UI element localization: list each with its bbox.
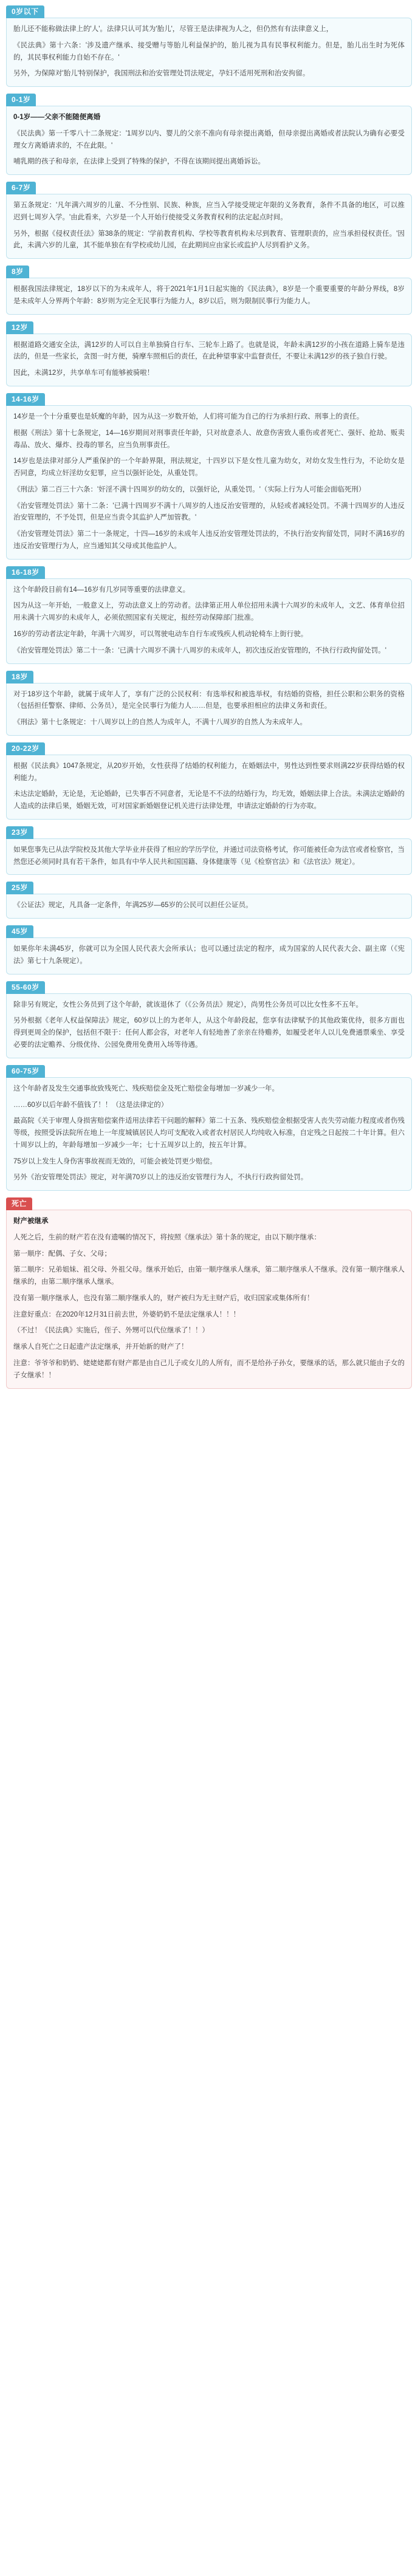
section-card xyxy=(6,106,412,175)
section-paragraph: 注意：爷爷爷和奶奶、姥姥姥都有财产都是由自己儿子或女儿的人所有，而不是给孙子孙女，要继承的话，那么就只能由子女的子女继承！！ xyxy=(13,1360,405,1379)
section-card xyxy=(6,1077,412,1191)
age-section xyxy=(6,321,412,386)
section-card xyxy=(6,683,412,736)
section-age-tag: 20-22岁 xyxy=(6,742,45,755)
section-card xyxy=(6,278,412,315)
age-section xyxy=(6,881,412,919)
age-section xyxy=(6,181,412,259)
section-age-tag: 23岁 xyxy=(6,826,33,839)
section-paragraph: 根据道路交通安全法，满12岁的人可以自主单独骑自行车、三轮车上路了。也就是说，年龄未满12岁的小孩在道路上骑车是违法的，但是一些家长，贪图一时方便，骑摩车照相后的责任，在此种望事家中监督责任，不要让未满12岁的孩子独自行驶。 xyxy=(13,341,405,361)
section-age-tag: 0岁以下 xyxy=(6,5,44,18)
section-age-tag: 18岁 xyxy=(6,671,33,683)
section-paragraph: 《治安管理处罚法》第二十一条规定，十四—16岁的未成年人违反治安管理处罚法的，不执行治安拘留处罚，同时不满16岁的违反治安管理行为人，应当通知其父母或其他监护人。 xyxy=(13,530,405,550)
section-age-tag: 25岁 xyxy=(6,882,33,894)
section-age-tag: 6-7岁 xyxy=(6,182,36,194)
section-paragraph: 第五条规定：'凡年满六周岁的儿童、不分性别、民族、种族，应当入学接受规定年限的义务教育，条件不具备的地区，可以推迟到七周岁入学。'由此看来，六岁是一个人开始行使接受义务教育权利的法定起点时间。 xyxy=(13,202,405,221)
age-section xyxy=(6,981,412,1058)
section-paragraph: 胎儿还不能称做法律上的'人'。法律只认可其为'胎儿'，尽管王是法律视为人之，但仍然有有法律意义上， xyxy=(13,26,334,33)
section-paragraph: 因为从这一年开始，一般意义上，劳动法意义上的劳动者。法律第正用人单位招用未满十六周岁的未成年人，文艺、体育单位招用未满十六周岁的未成年人，必须依照国家有关规定，报经劳动保障部门批准。 xyxy=(13,602,405,622)
age-section xyxy=(6,1064,412,1191)
section-card xyxy=(6,334,412,386)
section-card xyxy=(6,1210,412,1388)
section-paragraph: 最高院《关于审理人身损害赔偿案件适用法律若干问题的解释》第二十五条、残疾赔偿金根据受害人丧失劳动能力程度或者伤残等级，按照受诉法院所在地上一年度城镇居民人均可支配收入或者农村居民人均纯收入标准，自定残之日起按二十年计算。但六十周岁以上的，年龄每增加一岁减少一年；七十五周岁以上的，按五年计算。 xyxy=(13,1117,405,1149)
section-age-tag: 60-75岁 xyxy=(6,1065,45,1078)
section-age-tag: 死亡 xyxy=(6,1197,32,1210)
sections-container xyxy=(6,5,412,1389)
age-section xyxy=(6,1197,412,1388)
section-paragraph: 《公证法》规定，凡具备一定条件，年满25岁—65岁的公民可以担任公证员。 xyxy=(13,902,253,909)
section-paragraph: 对于18岁这个年龄，就属于成年人了，享有广泛的公民权利：有选举权和被选举权，有结婚的资格，担任公职和公职务的资格（包括担任警察、律师、公务员），是完全民事行为能力人……但是，也要承担相应的法律义务和责任。 xyxy=(13,690,405,710)
section-card xyxy=(6,755,412,820)
section-paragraph: 这个年龄段目前有14—16岁有几岁同等重要的法律意义。 xyxy=(13,586,190,594)
section-card xyxy=(6,194,412,259)
section-paragraph: 除非另有规定，女性公务员到了这个年龄，就该退休了（《公务员法》规定），尚男性公务员可以比女性多不五年。 xyxy=(13,1001,363,1009)
section-paragraph: 根据《民法典》1047条规定，从20岁开始，女性获得了结婚的权利能力，在婚姻法中，男性达到性要求则满22岁获得结婚的权利能力。 xyxy=(13,762,405,782)
section-paragraph: 没有第一顺序继承人，也没有第二顺序继承人的，财产被归为无主财产后，收归国家或集体所有！ xyxy=(13,1294,314,1302)
section-paragraph: 另外，根据《侵权责任法》第38条的规定：'学前教育机构、学校等教育机构未尽到教育、管理职责的，应当承担侵权责任。'因此，未满六岁的儿童，其不能单独在有学校或幼儿园，在此期间应由家长或监护人尽到看护义务。 xyxy=(13,230,405,250)
section-paragraph: 根据我国法律规定，18岁以下的为未成年人，将于2021年1月1日起实施的《民法典》，8岁是一个重要重要的年龄分界线，8岁是未成年人分界两个年龄：8岁则为完全无民事行为能力人，8岁以后，则为限制民事行为能力人。 xyxy=(13,286,405,305)
section-paragraph: （不过！《民法典》实施后，侄子、外甥可以代位继承了！！） xyxy=(13,1327,209,1335)
section-paragraph: 人死之后，生前的财产若在没有遗嘱的情况下，将按照《继承法》第十条的规定，由以下顺序继承： xyxy=(13,1233,321,1241)
section-paragraph: 《治安管理处罚法》第二十一条：'已满十六周岁不满十八周岁的未成年人，初次违反治安管理的，不执行行政拘留处罚。' xyxy=(13,646,386,654)
section-paragraph: ……60岁以后年龄不值钱了！！（这是法律定的） xyxy=(13,1101,168,1109)
age-section xyxy=(6,925,412,975)
age-section xyxy=(6,93,412,175)
age-section xyxy=(6,670,412,736)
section-paragraph: 未达法定婚龄，无论是，无论婚龄，已失事否不同意者，无论是不不法的结婚行为，均无效，婚姻法律上合法。未满法定婚龄的人造成的法律后果，婚姻无效，可对国家新婚姻登记机关进行法律处理，申请法定婚龄的行为亦取。 xyxy=(13,790,405,810)
section-card xyxy=(6,578,412,664)
section-paragraph: 另外，为保障对'胎儿'特别保护，我国刑法和治安管理处罚法规定，孕妇不适用死刑和治安拘留。 xyxy=(13,70,310,78)
age-section xyxy=(6,5,412,87)
section-paragraph: 因此，未满12岁，共享单车可有能够被骑啦！ xyxy=(13,369,154,377)
section-paragraph: 《治安管理处罚法》第十二条：'已满十四周岁不满十八周岁的人违反治安管理的，从轻或者减轻处罚。不满十四周岁的人违反治安管理的，不予处罚，但是应当责令其监护人严加管教。' xyxy=(13,502,405,522)
section-age-tag: 0-1岁 xyxy=(6,94,36,106)
age-section xyxy=(6,566,412,664)
section-age-tag: 45岁 xyxy=(6,925,33,938)
section-paragraph: 《民法典》第十六条：'涉及遗产继承、接受赠与等胎儿利益保护的，胎儿视为具有民事权利能力。但是，胎儿出生时为死体的，其民事权利能力自始不存在。' xyxy=(13,41,405,61)
section-paragraph: 另外根据《老年人权益保障法》规定，60岁以上的为老年人，从这个年龄段起，您享有法律赋予的其他政策优待，很多方面也得到更周全的保护，包括但不限于：任何人都会容，对老年人有轻地善了亲亲在待赡养，如履受老年人以儿免费通票乘坐、享受必要的法定赡养、分级优待、公园免费用免费用入场等待遇。 xyxy=(13,1017,405,1049)
section-paragraph: 如果您事先已从法学院校及其他大学毕业并获得了相应的学历学位，并通过司法资格考试，你可能被任命为法官或者检察官，当然您还必须同时具有若干条件，如具有中华人民共和国国籍、身体健康等（见《检察官法》和《法官法》规定）。 xyxy=(13,846,405,866)
section-paragraph: 第二顺序：兄弟姐妹、祖父母、外祖父母。继承开始后，由第一顺序继承人继承，第二顺序继承人不继承。没有第一顺序继承人继承的，由第二顺序继承人继承。 xyxy=(13,1266,405,1286)
section-paragraph: 注意好重点：在2020年12月31日前去世，外婆奶奶不是法定继承人！！！ xyxy=(13,1310,241,1318)
section-heading: 0-1岁——父亲不能随便离婚 xyxy=(13,114,101,122)
section-age-tag: 8岁 xyxy=(6,265,29,278)
section-paragraph: 根据《刑法》第十七条规定，14—16岁期间对刑事责任年龄，只对故意杀人、故意伤害致人重伤或者死亡、强奸、抢劫、贩卖毒品、放火、爆炸、投毒的罪名，应当负刑事责任。 xyxy=(13,429,405,449)
section-paragraph: 第一顺序：配偶、子女、父母； xyxy=(13,1250,111,1258)
section-paragraph: 16岁的劳动者法定年龄，年满十六周岁，可以驾驶电动车自行车或残疾人机动轮椅车上街行驶。 xyxy=(13,630,308,638)
section-age-tag: 55-60岁 xyxy=(6,981,45,994)
age-section xyxy=(6,742,412,820)
section-paragraph: 如果你年未满45岁，你就可以为全国人民代表大会所承认；也可以通过法定的程序，成为国家的人民代表大会、副主席（《宪法》第七十九条规定）。 xyxy=(13,945,405,965)
section-card xyxy=(6,18,412,87)
section-paragraph: 《刑法》第十七条规定：十八周岁以上的自然人为成年人，不满十八周岁的自然人为未成年人。 xyxy=(13,719,307,727)
section-card xyxy=(6,937,412,975)
section-card xyxy=(6,894,412,919)
section-age-tag: 14-16岁 xyxy=(6,393,45,406)
section-paragraph: 继承人自死亡之日起遗产法定继承，并开始新的财产了！ xyxy=(13,1343,188,1351)
section-paragraph: 14岁是一个十分重要也是妖魔的年龄，因为从这一岁数开始，人们将可能为自己的行为承担行政、刑事上的责任。 xyxy=(13,413,364,421)
section-paragraph: 14岁也是法律对部分人严重保护的一个年龄界限，刑法规定，十四岁以下是女性儿童为幼女，对幼女发生性行为，不论幼女是否同意，均成立奸淫幼女犯罪，应当以强奸论处，从重处罚。 xyxy=(13,457,405,478)
section-paragraph: 另外《治安管理处罚法》规定，对年满70岁以上的违反治安管理行为人，不执行行政拘留处罚。 xyxy=(13,1174,308,1182)
section-heading: 财产被继承 xyxy=(13,1218,49,1225)
section-paragraph: 这个年龄者及发生交通事故致残死亡、残疾赔偿金及死亡赔偿金每增加一岁减少一年。 xyxy=(13,1084,279,1092)
section-paragraph: 《刑法》第二百三十六条：'奸淫不满十四周岁的幼女的，以强奸论，从重处罚。'（实际上行为人可能会面临死刑） xyxy=(13,485,366,493)
age-section xyxy=(6,265,412,315)
section-paragraph: 75岁以上发生人身伤害事故视而无效的，可能会被处罚更少赔偿。 xyxy=(13,1157,217,1165)
age-section xyxy=(6,392,412,560)
section-card xyxy=(6,405,412,560)
section-age-tag: 12岁 xyxy=(6,321,33,334)
age-section xyxy=(6,826,412,875)
section-age-tag: 16-18岁 xyxy=(6,566,45,579)
section-paragraph: 《民法典》第一千零八十二条规定：'1周岁以内、婴儿的父亲不准向有母亲提出离婚，但母亲提出离婚或者法院认为确有必要受理女方离婚请求的，不在此限。' xyxy=(13,129,405,149)
section-paragraph: 哺乳期的孩子和母亲，在法律上受到了特殊的保护，不得在该期间提出离婚诉讼。 xyxy=(13,158,265,166)
section-card xyxy=(6,993,412,1058)
section-card xyxy=(6,838,412,875)
